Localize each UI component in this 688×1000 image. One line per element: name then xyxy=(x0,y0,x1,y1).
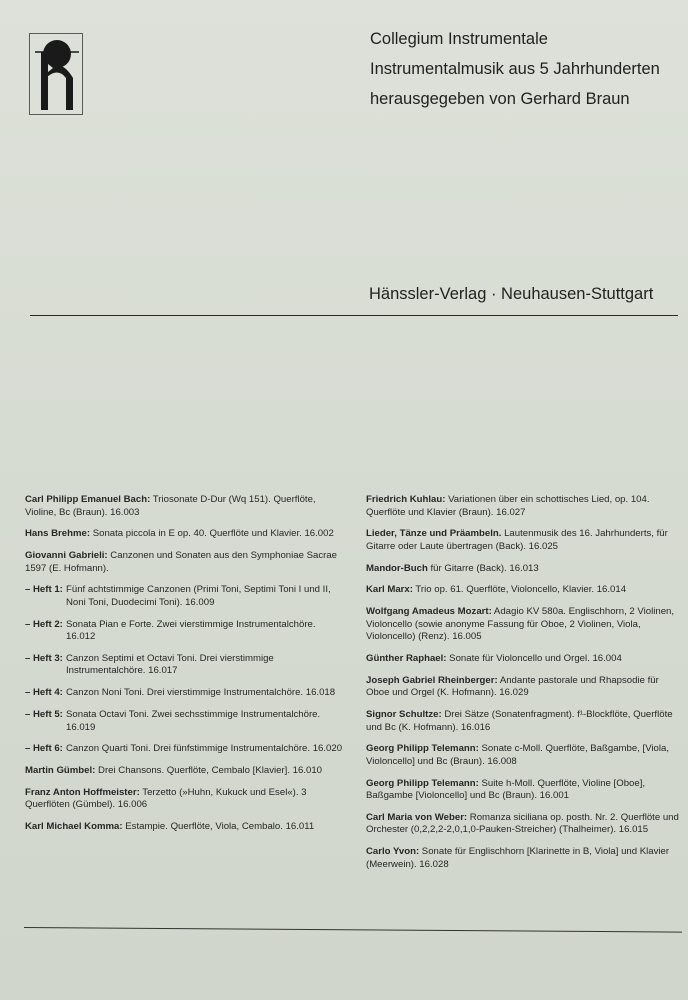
work-description: Adagio KV 580a. Englischhorn, 2 Violinen, Violoncello (sowie anonyme Fassung für Oboe, 2 Violinen, Viola, Violoncello) (Renz). 16.005 xyxy=(366,606,675,643)
composer-name: Hans Brehme: xyxy=(25,528,91,540)
composer-name: Friedrich Kuhlau: xyxy=(366,494,446,505)
heft-label: – Heft 5: xyxy=(25,709,63,721)
catalog-entry xyxy=(25,550,345,575)
catalog-entry xyxy=(25,821,345,834)
catalog-subentry xyxy=(25,619,345,644)
series-subtitle: Instrumentalmusik aus 5 Jahrhunderten xyxy=(370,60,660,78)
work-description: Estampie. Querflöte, Viola, Cembalo. 16.011 xyxy=(122,821,315,833)
work-description: Romanza siciliana op. posth. Nr. 2. Querflöte und Orchester (0,2,2,2-2,0,1,0-Pauken-Streicher) (Thalheimer). 16.015 xyxy=(366,811,679,836)
catalog-entry xyxy=(25,787,345,812)
series-title-block xyxy=(370,28,660,118)
work-description: Drei Chansons. Querflöte, Cembalo [Klavier]. 16.010 xyxy=(95,765,322,777)
catalog-subentry xyxy=(25,743,345,756)
composer-name: Georg Philipp Telemann: xyxy=(366,777,479,789)
work-description: Sonate für Violoncello und Orgel. 16.004 xyxy=(446,652,622,664)
catalog-entry xyxy=(366,606,682,644)
work-description: Sonate c-Moll. Querflöte, Baßgambe, [Viola, Violoncello] und Bc (Braun). 16.008 xyxy=(366,743,670,767)
composer-name: Giovanni Gabrieli: xyxy=(25,550,108,562)
composer-name: Signor Schultze: xyxy=(366,709,442,721)
catalog-entry xyxy=(25,765,345,778)
heft-label: – Heft 3: xyxy=(25,652,63,664)
work-description: Suite h-Moll. Querflöte, Violine [Oboe], Baßgambe [Violoncello] und Bc (Braun). 16.001 xyxy=(366,777,646,802)
heft-description: Canzon Septimi et Octavi Toni. Drei vierstimmige Instrumentalchöre. 16.017 xyxy=(66,652,274,677)
catalog-subentry xyxy=(25,687,345,700)
work-description: Andante pastorale und Rhapsodie für Oboe und Orgel (K. Hofmann). 16.029 xyxy=(366,674,659,699)
series-editor: herausgegeben von Gerhard Braun xyxy=(370,90,630,108)
composer-name: Wolfgang Amadeus Mozart: xyxy=(366,606,492,618)
catalog-entry xyxy=(366,528,682,553)
catalog-left-column xyxy=(25,494,345,843)
work-description: für Gitarre (Back). 16.013 xyxy=(427,562,539,574)
catalog-subentry xyxy=(25,584,345,609)
heft-description: Canzon Quarti Toni. Drei fünfstimmige Instrumentalchöre. 16.020 xyxy=(66,743,343,755)
composer-name: Georg Philipp Telemann: xyxy=(366,743,479,755)
catalog-entry xyxy=(366,563,682,576)
composer-name: Lieder, Tänze und Präambeln. xyxy=(366,528,502,540)
work-description: Drei Sätze (Sonatenfragment). f¹-Blockflöte, Querflöte und Bc (K. Hofmann). 16.016 xyxy=(366,709,673,733)
publisher-line: Hänssler-Verlag · Neuhausen-Stuttgart xyxy=(369,285,654,303)
composer-name: Martin Gümbel: xyxy=(25,765,96,777)
work-description: Sonata piccola in E op. 40. Querflöte und Klavier. 16.002 xyxy=(90,528,334,540)
catalog-entry xyxy=(366,846,682,871)
composer-name: Günther Raphael: xyxy=(366,652,447,664)
composer-name: Carl Philipp Emanuel Bach: xyxy=(25,494,151,505)
catalog-entry xyxy=(366,494,682,519)
work-description: Canzonen und Sonaten aus den Symphoniae Sacrae 1597 (E. Hofmann). xyxy=(25,550,337,574)
catalog-right-column xyxy=(366,494,682,881)
composer-name: Joseph Gabriel Rheinberger: xyxy=(366,674,498,686)
heft-label: – Heft 2: xyxy=(25,618,63,630)
work-description: Terzetto (»Huhn, Kukuck und Esel«). 3 Querflöten (Gümbel). 16.006 xyxy=(25,786,307,811)
catalog-entry xyxy=(366,653,682,666)
catalog-entry xyxy=(366,743,682,768)
composer-name: Carl Maria von Weber: xyxy=(366,811,468,823)
composer-name: Mandor-Buch xyxy=(366,562,428,574)
heft-label: – Heft 1: xyxy=(25,584,63,596)
heft-description: Sonata Pian e Forte. Zwei vierstimmige Instrumentalchöre. 16.012 xyxy=(66,618,316,643)
catalog-subentry xyxy=(25,709,345,734)
composer-name: Carlo Yvon: xyxy=(366,846,420,858)
heft-description: Canzon Noni Toni. Drei vierstimmige Instrumentalchöre. 16.018 xyxy=(66,687,336,699)
heft-label: – Heft 6: xyxy=(25,743,63,755)
catalog-entry xyxy=(366,584,682,597)
catalog-entry xyxy=(366,709,682,734)
work-description: Lautenmusik des 16. Jahrhunderts, für Gitarre oder Laute übertragen (Back). 16.025 xyxy=(366,528,668,552)
composer-name: Karl Marx: xyxy=(366,584,413,596)
heft-description: Sonata Octavi Toni. Zwei sechsstimmige Instrumentalchöre. 16.019 xyxy=(66,709,321,733)
catalog-subentry xyxy=(25,653,345,678)
composer-name: Franz Anton Hoffmeister: xyxy=(25,786,140,798)
heft-description: Fünf achtstimmige Canzonen (Primi Toni, Septimi Toni I und II, Noni Toni, Duodecimi Toni). 16.009 xyxy=(66,584,331,608)
work-description: Variationen über ein schottisches Lied, op. 104. Querflöte und Klavier (Braun). 16.027 xyxy=(366,494,650,518)
heft-label: – Heft 4: xyxy=(25,687,63,699)
catalog-entry xyxy=(25,528,345,541)
work-description: Triosonate D-Dur (Wq 151). Querflöte, Violine, Bc (Braun). 16.003 xyxy=(25,494,316,518)
work-description: Trio op. 61. Querflöte, Violoncello, Klavier. 16.014 xyxy=(412,584,627,596)
catalog-entry xyxy=(366,778,682,803)
top-divider xyxy=(30,315,678,316)
work-description: Sonate für Englischhorn [Klarinette in B, Viola] und Klavier (Meerwein). 16.028 xyxy=(366,846,670,870)
haenssler-logo-icon xyxy=(29,33,83,115)
bottom-divider xyxy=(24,927,682,933)
series-title: Collegium Instrumentale xyxy=(370,30,548,48)
catalog-entry xyxy=(25,494,345,519)
catalog-entry xyxy=(366,675,682,700)
composer-name: Karl Michael Komma: xyxy=(25,821,123,833)
catalog-entry xyxy=(366,812,682,837)
